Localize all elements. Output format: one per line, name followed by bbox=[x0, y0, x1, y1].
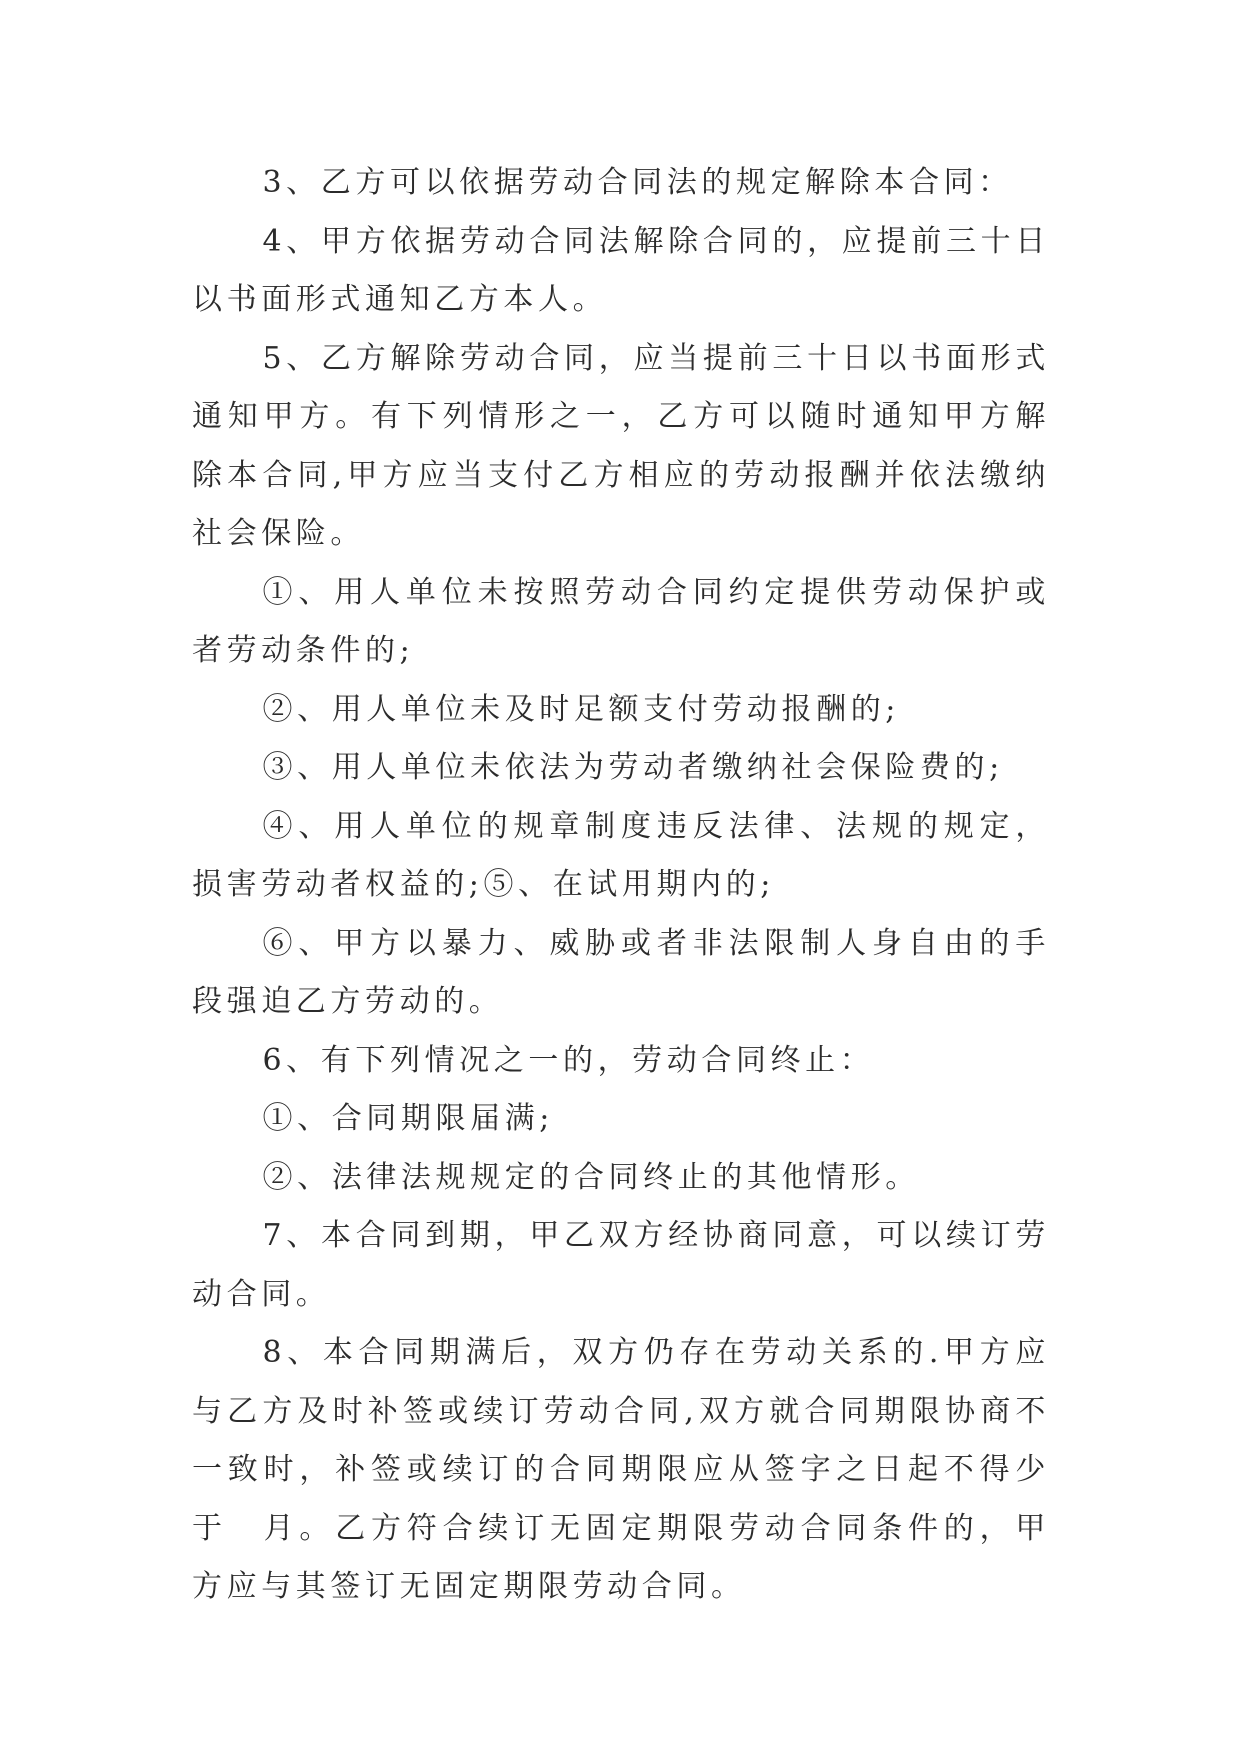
paragraph-clause-5: 5、乙方解除劳动合同，应当提前三十日以书面形式通知甲方。有下列情形之一，乙方可以随时通知甲方解除本合同,甲方应当支付乙方相应的劳动报酬并依法缴纳社会保险。 bbox=[192, 340, 1050, 551]
paragraph-item-6: ⑥、甲方以暴力、威胁或者非法限制人身自由的手段强迫乙方劳动的。 bbox=[192, 925, 1050, 1019]
paragraph-termination-2: ②、法律法规规定的合同终止的其他情形。 bbox=[262, 1159, 920, 1195]
paragraph-item-4-5: ④、用人单位的规章制度违反法律、法规的规定，损害劳动者权益的;⑤、在试用期内的; bbox=[192, 808, 1050, 902]
paragraph-clause-6: 6、有下列情况之一的，劳动合同终止： bbox=[262, 1042, 875, 1078]
paragraph-item-2: ②、用人单位未及时足额支付劳动报酬的; bbox=[262, 691, 901, 727]
paragraph-item-1: ①、用人单位未按照劳动合同约定提供劳动保护或者劳动条件的; bbox=[192, 574, 1050, 668]
paragraph-item-3: ③、用人单位未依法为劳动者缴纳社会保险费的; bbox=[262, 750, 1004, 785]
paragraph-termination-1: ①、合同期限届满; bbox=[262, 1101, 555, 1136]
paragraph-clause-7: 7、本合同到期，甲乙双方经协商同意，可以续订劳动合同。 bbox=[192, 1218, 1050, 1312]
paragraph-clause-3: 3、乙方可以依据劳动合同法的规定解除本合同： bbox=[262, 165, 1013, 200]
document-body bbox=[192, 154, 1050, 1617]
paragraph-clause-8: 8、本合同期满后，双方仍存在劳动关系的.甲方应与乙方及时补签或续订劳动合同,双方就合同期限协商不一致时，补签或续订的合同期限应从签字之日起不得少于 月。乙方符合续订无固定期限劳动合同条件的，甲方应与其签订无固定期限劳动合同。 bbox=[192, 1335, 1050, 1604]
paragraph-clause-4: 4、甲方依据劳动合同法解除合同的，应提前三十日以书面形式通知乙方本人。 bbox=[192, 223, 1050, 317]
